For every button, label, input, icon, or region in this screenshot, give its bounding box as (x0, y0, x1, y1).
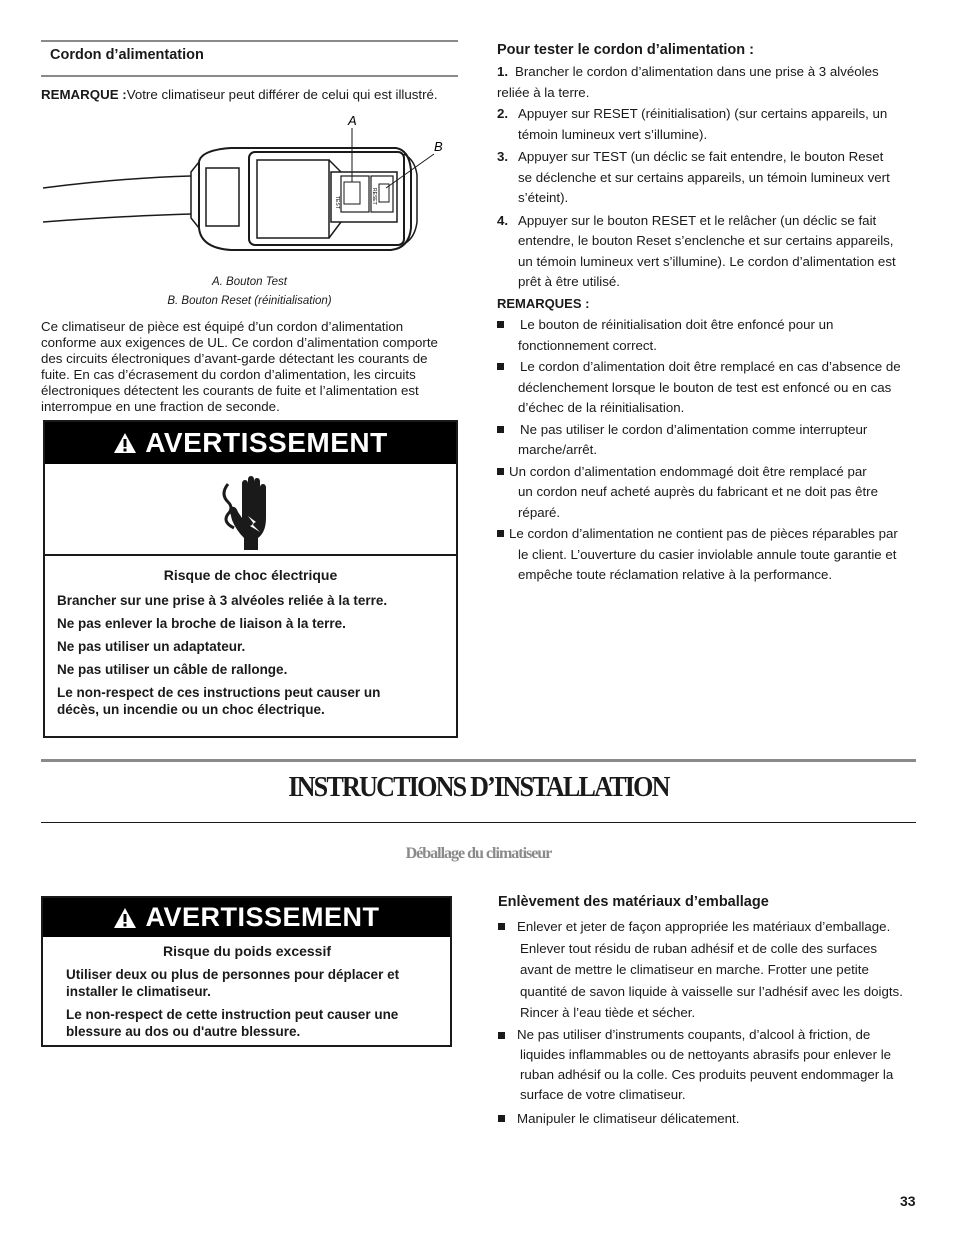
remark-line: Ne pas utiliser le cordon d’alimentation comme interrupteur (520, 421, 868, 437)
warning-hazard: Risque de choc électrique (163, 567, 338, 583)
bullet-line: Manipuler le climatiseur délicatement. (517, 1110, 740, 1126)
unpacking-subtitle: Déballage du climatiseur (405, 845, 552, 862)
warning-consequence: blessure au dos ou d'autre blessure. (66, 1024, 301, 1039)
page-number: 33 (900, 1193, 916, 1209)
step-line: Appuyer sur le bouton RESET et le relâcher (un déclic se fait (518, 212, 877, 228)
figure-label-b: B (434, 139, 443, 154)
bullet-line: Rincer à l’eau tiède et sécher. (520, 1005, 696, 1020)
bullet-line: Enlever et jeter de façon appropriée les matériaux d’emballage. (517, 919, 891, 934)
list-item (497, 62, 922, 103)
warning-title: AVERTISSEMENT (145, 902, 380, 933)
remark-line: empêche toute réclamation relative à la performance. (518, 567, 833, 582)
list-item (497, 462, 922, 524)
warning-consequence: Le non-respect de ces instructions peut causer un (57, 685, 381, 700)
step-line: Appuyer sur TEST (un déclic se fait entendre, le bouton Reset (518, 149, 884, 164)
remark-line: Le bouton de réinitialisation doit être enfoncé pour un (520, 317, 834, 332)
list-item (497, 147, 922, 209)
warning-banner (45, 422, 456, 464)
installation-title: INSTRUCTIONS D’INSTALLATION (288, 771, 669, 803)
remark-line: d’échec de la réinitialisation. (518, 400, 685, 415)
warning-consequence: décès, un incendie ou un choc électrique. (57, 702, 325, 717)
remark-line: le client. L’ouverture du casier inviolable annule toute garantie et (518, 546, 897, 562)
step-number: 1. (497, 64, 509, 79)
power-cord-illustration (41, 110, 458, 270)
step-line: témoin lumineux vert s’illumine). (518, 126, 708, 142)
remark-line: un cordon neuf acheté auprès du fabricant et ne doit pas être (518, 484, 879, 499)
warning-banner (43, 898, 450, 937)
bullet-line: quantité de savon liquide à vaisselle sur l’adhésif avec les doigts. (520, 983, 903, 999)
test-button-text: TEST (334, 196, 340, 209)
bullet-square-icon (497, 363, 504, 370)
list-item (498, 1108, 923, 1130)
warning-box-electric-shock (43, 420, 458, 738)
warning-instruction: Ne pas utiliser un adaptateur. (57, 639, 246, 654)
power-cord-paragraph (41, 319, 466, 415)
bullet-line: liquides inflammables ou de nettoyants abrasifs pour enlever le (520, 1046, 892, 1062)
note-label: REMARQUE : (41, 87, 127, 102)
warning-instruction: Utiliser deux ou plus de personnes pour déplacer et (66, 967, 400, 982)
warning-box-excessive-weight (41, 896, 452, 1047)
step-line: reliée à la terre. (497, 84, 590, 100)
step-line: un témoin lumineux vert s’illumine). Le cordon d’alimentation est (518, 253, 896, 269)
section-header-power-cord (41, 40, 458, 77)
caption-a: A. Bouton Test (211, 276, 287, 288)
warning-title: AVERTISSEMENT (145, 427, 388, 459)
test-steps-list (497, 62, 922, 586)
paragraph-line: Ce climatiseur de pièce est équipé d’un cordon d’alimentation (41, 319, 404, 334)
step-line: Appuyer sur RESET (réinitialisation) (sur certains appareils, un (518, 106, 888, 121)
electric-hand-hazard-icon (208, 472, 288, 552)
bullet-square-icon (497, 530, 504, 537)
warning-instruction: Brancher sur une prise à 3 alvéoles reliée à la terre. (57, 593, 388, 608)
paragraph-line: conforme aux exigences de UL. Ce cordon d’alimentation comporte (41, 335, 438, 350)
warning-instruction: installer le climatiseur. (66, 984, 211, 999)
step-line: prêt à être utilisé. (518, 274, 620, 289)
title-underline (41, 822, 916, 823)
step-line: se déclenche et sur certains appareils, un témoin lumineux vert (518, 169, 890, 185)
section-divider (41, 759, 916, 762)
bullet-line: ruban adhésif ou la colle. Ces produits peuvent endommager la (520, 1067, 894, 1083)
bullet-square-icon (498, 1032, 505, 1039)
test-cord-heading: Pour tester le cordon d’alimentation : (497, 42, 755, 58)
list-item (497, 315, 922, 356)
list-item (498, 1025, 923, 1106)
list-item (497, 524, 922, 586)
remark-line: déclenchement lorsque le bouton de test est enfoncé ou en cas (518, 379, 892, 395)
warning-instruction: Ne pas utiliser un câble de rallonge. (57, 662, 288, 677)
bullet-square-icon (497, 468, 504, 475)
bullet-square-icon (497, 321, 504, 328)
list-item (497, 357, 922, 419)
note-text: Votre climatiseur peut différer de celui qui est illustré. (126, 87, 438, 102)
bullet-square-icon (498, 923, 505, 930)
remark-line: fonctionnement correct. (518, 337, 657, 353)
figure-label-a: A (348, 113, 357, 128)
warning-triangle-icon (113, 907, 137, 929)
list-item (497, 211, 922, 293)
list-item (497, 104, 922, 145)
remark-line: Le cordon d’alimentation ne contient pas de pièces réparables par (509, 526, 898, 541)
bullet-line: Ne pas utiliser d’instruments coupants, d’alcool à friction, de (517, 1026, 871, 1042)
bullet-line: surface de votre climatiseur. (520, 1087, 686, 1103)
step-line: entendre, le bouton Reset s’enclenche et sur certains appareils, (518, 233, 894, 248)
remarks-heading: REMARQUES : (497, 295, 590, 311)
remark-line: Un cordon d’alimentation endommagé doit être remplacé par (509, 463, 867, 479)
paragraph-line: des circuits électroniques d’avant-garde détectant les courants de (41, 351, 428, 366)
step-line: Brancher le cordon d’alimentation dans une prise à 3 alvéoles (515, 64, 879, 79)
packaging-bullet-list (498, 916, 923, 1129)
removal-heading: Enlèvement des matériaux d’emballage (498, 894, 769, 910)
list-item (497, 420, 922, 461)
remark-line: Le cordon d’alimentation doit être remplacé en cas d’absence de (520, 359, 901, 374)
warning-triangle-icon (113, 432, 137, 454)
paragraph-line: interrompue en une fraction de seconde. (41, 399, 280, 414)
bullet-square-icon (498, 1115, 505, 1122)
reset-button-text: RESET (371, 188, 377, 205)
warning-consequence: Le non-respect de cette instruction peut causer une (66, 1007, 399, 1022)
warning-symbol-area (45, 464, 456, 556)
step-line: s’éteint). (518, 190, 569, 205)
paragraph-line: électroniques détectent les courants de fuite et l’alimentation est (41, 383, 419, 398)
remark-line: marche/arrêt. (518, 442, 598, 457)
bullet-line: Enlever tout résidu de ruban adhésif et de colle des surfaces (520, 940, 878, 956)
warning-hazard: Risque du poids excessif (162, 943, 332, 959)
bullet-line: avant de mettre le climatiseur en marche. Frotter une petite (520, 962, 869, 977)
section-title: Cordon d’alimentation (50, 47, 204, 63)
step-number: 2. (497, 106, 509, 121)
warning-instruction: Ne pas enlever la broche de liaison à la terre. (57, 616, 346, 631)
step-number: 4. (497, 212, 509, 228)
step-number: 3. (497, 149, 509, 164)
remark-line: réparé. (518, 504, 561, 520)
list-item (498, 916, 923, 1024)
paragraph-line: fuite. En cas d’écrasement du cordon d’alimentation, les circuits (41, 367, 416, 382)
bullet-square-icon (497, 426, 504, 433)
caption-b: B. Bouton Reset (réinitialisation) (167, 295, 332, 307)
note-remark (41, 87, 451, 103)
